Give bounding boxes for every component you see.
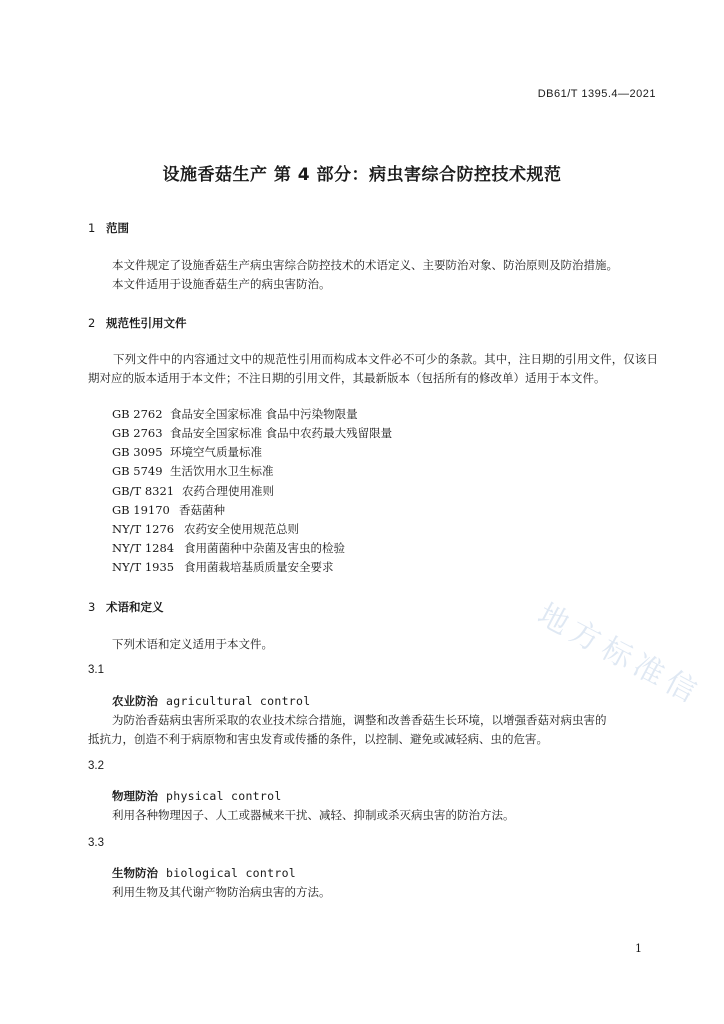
ref-item xyxy=(112,483,274,499)
term-definition: 利用生物及其代谢产物防治病虫害的方法。 xyxy=(112,885,331,899)
ref-item xyxy=(112,521,299,537)
ref-item xyxy=(112,540,345,556)
term-definition: 利用各种物理因子、人工或器械来干扰、减轻、抑制或杀灭病虫害的防治方法。 xyxy=(112,808,515,822)
ref-name: 食品安全国家标准 食品中污染物限量 xyxy=(170,407,358,421)
section-title: 规范性引用文件 xyxy=(106,316,187,330)
watermark: 地方标准信 xyxy=(531,597,708,713)
ref-code: GB 19170 xyxy=(112,503,170,517)
ref-code: NY/T 1276 xyxy=(112,522,175,536)
section-number: 2 xyxy=(88,316,96,330)
ref-name: 农药合理使用准则 xyxy=(182,484,274,498)
section-heading-refs xyxy=(88,315,187,331)
section-number: 1 xyxy=(88,221,96,235)
ref-name: 食用菌菌种中杂菌及害虫的检验 xyxy=(184,541,345,555)
ref-item xyxy=(112,444,262,460)
term-en: agricultural control xyxy=(166,694,311,708)
section-title: 术语和定义 xyxy=(106,600,164,614)
ref-name: 食用菌栽培基质质量安全要求 xyxy=(184,560,334,574)
refs-intro-paragraph: 下列文件中的内容通过文中的规范性引用而构成本文件必不可少的条款。其中，注日期的引用文件，仅该日期对应的版本适用于本文件；不注日期的引用文件，其最新版本（包括所有的修改单）适用于本文件。 xyxy=(88,352,658,385)
ref-code: GB 3095 xyxy=(112,445,163,459)
ref-item xyxy=(112,463,274,479)
subsection-number: 3.1 xyxy=(88,664,104,676)
ref-code: NY/T 1935 xyxy=(112,560,175,574)
term-entry xyxy=(112,865,296,881)
scope-paragraph-2: 本文件适用于设施香菇生产的病虫害防治。 xyxy=(112,277,331,291)
ref-code: GB 2763 xyxy=(112,426,163,440)
section-heading-terms xyxy=(88,599,164,615)
term-zh: 物理防治 xyxy=(112,789,158,803)
standard-code: DB61/T 1395.4—2021 xyxy=(537,88,656,100)
term-zh: 农业防治 xyxy=(112,694,158,708)
terms-intro: 下列术语和定义适用于本文件。 xyxy=(112,637,273,651)
ref-code: GB 2762 xyxy=(112,407,163,421)
term-en: biological control xyxy=(166,866,297,880)
ref-name: 环境空气质量标准 xyxy=(170,445,262,459)
section-number: 3 xyxy=(88,600,96,614)
term-en: physical control xyxy=(166,789,282,803)
ref-code: GB 5749 xyxy=(112,464,163,478)
ref-item xyxy=(112,425,392,441)
ref-name: 香菇菌种 xyxy=(179,503,225,517)
term-definition-continued: 抵抗力，创造不利于病原物和害虫发育或传播的条件，以控制、避免或减轻病、虫的危害。 xyxy=(88,732,548,746)
subsection-number: 3.2 xyxy=(88,760,104,772)
section-heading-scope xyxy=(88,220,129,236)
document-title: 设施香菇生产 第 4 部分：病虫害综合防控技术规范 xyxy=(162,165,562,185)
ref-name: 农药安全使用规范总则 xyxy=(184,522,299,536)
ref-name: 生活饮用水卫生标准 xyxy=(170,464,274,478)
ref-code: NY/T 1284 xyxy=(112,541,175,555)
ref-name: 食品安全国家标准 食品中农药最大残留限量 xyxy=(170,426,393,440)
page-number: 1 xyxy=(635,942,642,955)
ref-item xyxy=(112,502,225,518)
term-definition: 为防治香菇病虫害所采取的农业技术综合措施，调整和改善香菇生长环境，以增强香菇对病虫害的 xyxy=(112,713,607,727)
subsection-number: 3.3 xyxy=(88,837,104,849)
ref-item xyxy=(112,559,334,575)
term-zh: 生物防治 xyxy=(112,866,158,880)
ref-code: GB/T 8321 xyxy=(112,484,175,498)
scope-paragraph-1: 本文件规定了设施香菇生产病虫害综合防控技术的术语定义、主要防治对象、防治原则及防治措施。 xyxy=(112,258,618,272)
section-title: 范围 xyxy=(106,221,129,235)
term-entry xyxy=(112,788,282,804)
ref-item xyxy=(112,406,358,422)
term-entry xyxy=(112,693,310,709)
